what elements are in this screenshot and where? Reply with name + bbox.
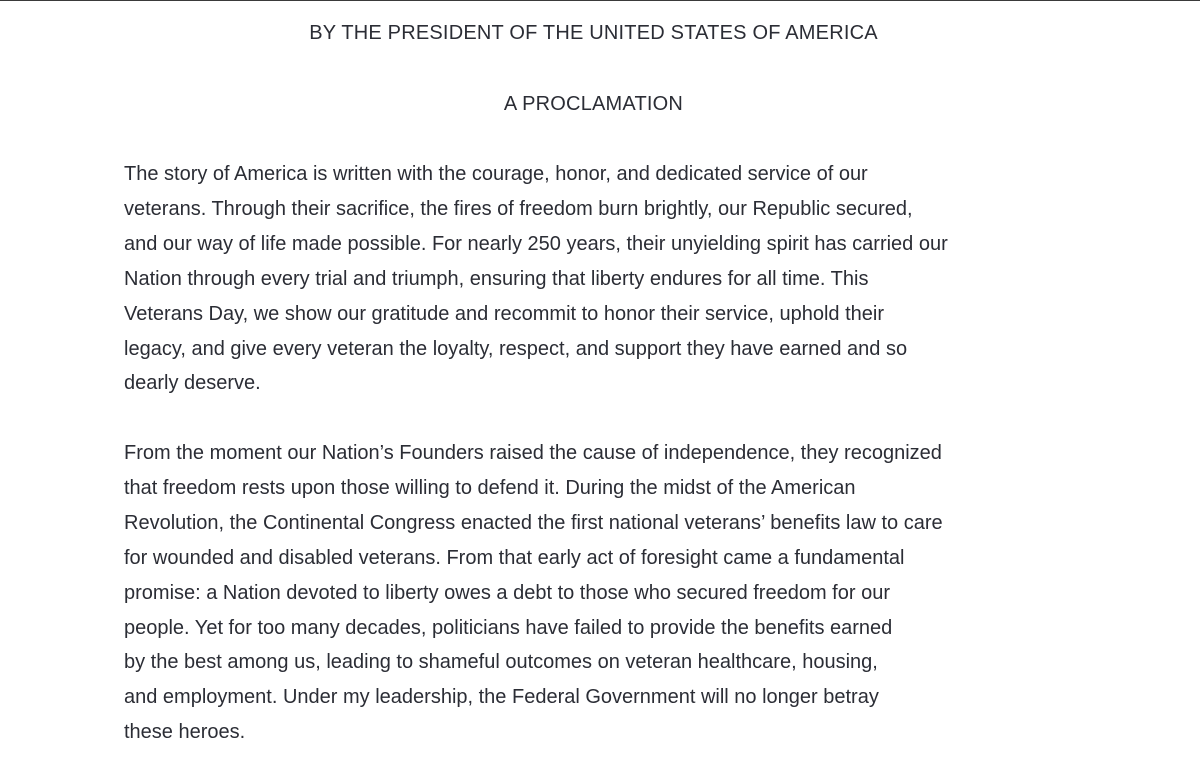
paragraph-line: dearly deserve. <box>124 372 261 395</box>
top-border <box>0 0 1200 1</box>
paragraph-line: these heroes. <box>124 721 246 744</box>
paragraph-line: Revolution, the Continental Congress enacted the first national veterans’ benefits law to care <box>124 511 943 534</box>
paragraph-line: and our way of life made possible. For nearly 250 years, their unyielding spirit has carried our <box>124 232 948 255</box>
paragraph-line: From the moment our Nation’s Founders raised the cause of independence, they recognized <box>124 442 942 464</box>
paragraph-2 <box>124 436 1124 750</box>
paragraph-line: by the best among us, leading to shameful outcomes on veteran healthcare, housing, <box>124 651 878 674</box>
paragraph-line: people. Yet for too many decades, politicians have failed to provide the benefits earned <box>124 616 893 639</box>
paragraph-line: Veterans Day, we show our gratitude and recommit to honor their service, uphold their <box>124 302 885 325</box>
paragraph-line: legacy, and give every veteran the loyalty, respect, and support they have earned and so <box>124 337 908 360</box>
document-subheading: A PROCLAMATION <box>503 93 684 115</box>
paragraph-line: promise: a Nation devoted to liberty owes a debt to those who secured freedom for our <box>124 581 890 604</box>
paragraph-line: The story of America is written with the courage, honor, and dedicated service of our <box>124 163 868 185</box>
paragraph-line: Nation through every trial and triumph, ensuring that liberty endures for all time. This <box>124 267 869 290</box>
paragraph-line: and employment. Under my leadership, the Federal Government will no longer betray <box>124 686 879 709</box>
document-heading: BY THE PRESIDENT OF THE UNITED STATES OF AMERICA <box>309 22 878 44</box>
paragraph-line: veterans. Through their sacrifice, the fires of freedom burn brightly, our Republic secured, <box>124 197 913 220</box>
paragraph-line: that freedom rests upon those willing to defend it. During the midst of the American <box>124 476 856 499</box>
paragraph-line: for wounded and disabled veterans. From that early act of foresight came a fundamental <box>124 546 905 569</box>
paragraph-1 <box>124 157 1124 401</box>
